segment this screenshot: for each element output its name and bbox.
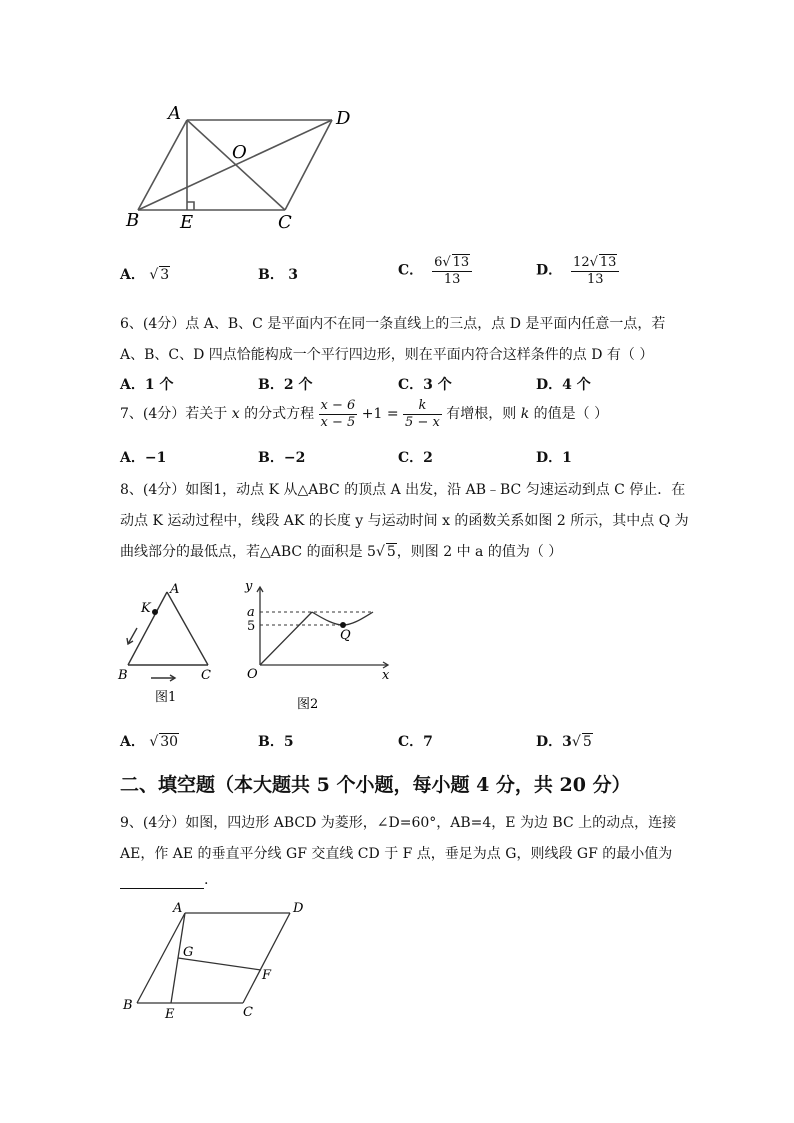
fig9-label-F: F <box>262 968 272 983</box>
fig1-label-K: K <box>141 601 151 616</box>
q5-option-b: B． 3 <box>258 267 299 283</box>
q5-option-c: C． $\frac{6√ 13}{13}$ <box>398 254 472 287</box>
fig9-label-C: C <box>243 1005 253 1020</box>
fig9-label-G: G <box>183 945 194 960</box>
fig2-caption: 图2 <box>297 697 319 712</box>
q7-option-d: D．1 <box>536 450 572 466</box>
fig2-label-5: 5 <box>247 619 256 634</box>
fig9-label-D: D <box>293 901 304 916</box>
label-B: B <box>126 210 140 231</box>
q5-option-d: D． $\frac{12√ 13}{13}$ <box>536 254 619 287</box>
q6-option-d: D．4 个 <box>536 377 591 393</box>
label-E: E <box>180 212 194 233</box>
answer-blank-line <box>120 872 204 889</box>
fig9-label-E: E <box>165 1007 175 1022</box>
q6-option-b: B．2 个 <box>258 377 313 393</box>
q9-line2: AE，作 AE 的垂直平分线 GF 交直线 CD 于 F 点，垂足为点 G，则线段 GF 的最小值为 <box>120 846 673 862</box>
q8-line2: 动点 K 运动过程中，线段 AK 的长度 y 与运动时间 x 的函数关系如图 2 所示，其中点 Q 为 <box>120 513 689 529</box>
fig1-label-B: B <box>118 668 128 683</box>
fig1-label-A: A <box>170 582 180 597</box>
q9-rhombus-figure <box>115 898 315 1023</box>
q7-stem: 7、(4分）若关于 x 的分式方程 $\frac{x - 6}{x - 5}$ +1 = $\frac{k}{5 - x}$ 有增根，则 k 的值是（ ） <box>120 398 609 430</box>
q6-option-a: A．1 个 <box>120 377 174 393</box>
q8-option-a: A． √ 30 <box>120 734 179 750</box>
q7-option-a: A．−1 <box>120 450 167 466</box>
section-heading-fill-in: 二、填空题（本大题共 5 个小题，每小题 4 分，共 20 分） <box>120 774 631 796</box>
q8-line3: 曲线部分的最低点，若△ABC 的面积是 5√ 5，则图 2 中 a 的值为（ ） <box>120 544 563 560</box>
q9-line1: 9、(4分）如图，四边形 ABCD 为菱形，∠D=60°，AB=4，E 为边 BC 上的动点，连接 <box>120 815 677 831</box>
fig1-caption: 图1 <box>155 690 177 705</box>
fig1-label-C: C <box>201 668 211 683</box>
fig2-label-Q: Q <box>340 628 351 643</box>
q8-option-b: B．5 <box>258 734 294 750</box>
fig2-label-y: y <box>245 579 253 594</box>
q6-option-c: C．3 个 <box>398 377 452 393</box>
q8-figure1-triangle <box>115 580 220 710</box>
fig2-label-a: a <box>247 605 255 620</box>
q7-option-c: C．2 <box>398 450 433 466</box>
label-A: A <box>168 103 181 124</box>
q6-line2: A、B、C、D 四点恰能构成一个平行四边形，则在平面内符合这样条件的点 D 有（ ） <box>120 347 654 363</box>
label-D: D <box>336 108 351 129</box>
fig9-label-A: A <box>173 901 183 916</box>
q8-option-c: C．7 <box>398 734 433 750</box>
fig9-label-B: B <box>123 998 133 1013</box>
q8-figure2-graph <box>235 575 395 715</box>
label-C: C <box>278 212 292 233</box>
fig2-label-O: O <box>247 667 258 682</box>
q6-line1: 6、(4分）点 A、B、C 是平面内不在同一条直线上的三点，点 D 是平面内任意一点，若 <box>120 316 666 332</box>
fig2-label-x: x <box>382 668 390 683</box>
q5-parallelogram-figure <box>120 95 370 240</box>
q9-answer-blank: . <box>120 872 208 889</box>
q8-option-d: D．3√ 5 <box>536 734 592 750</box>
label-O: O <box>232 142 247 163</box>
q8-line1: 8、(4分）如图1，动点 K 从△ABC 的顶点 A 出发，沿 AB﹣BC 匀速运动到点 C 停止．在 <box>120 482 686 498</box>
q7-option-b: B．−2 <box>258 450 306 466</box>
q5-option-a: A． √ 3 <box>120 267 170 283</box>
